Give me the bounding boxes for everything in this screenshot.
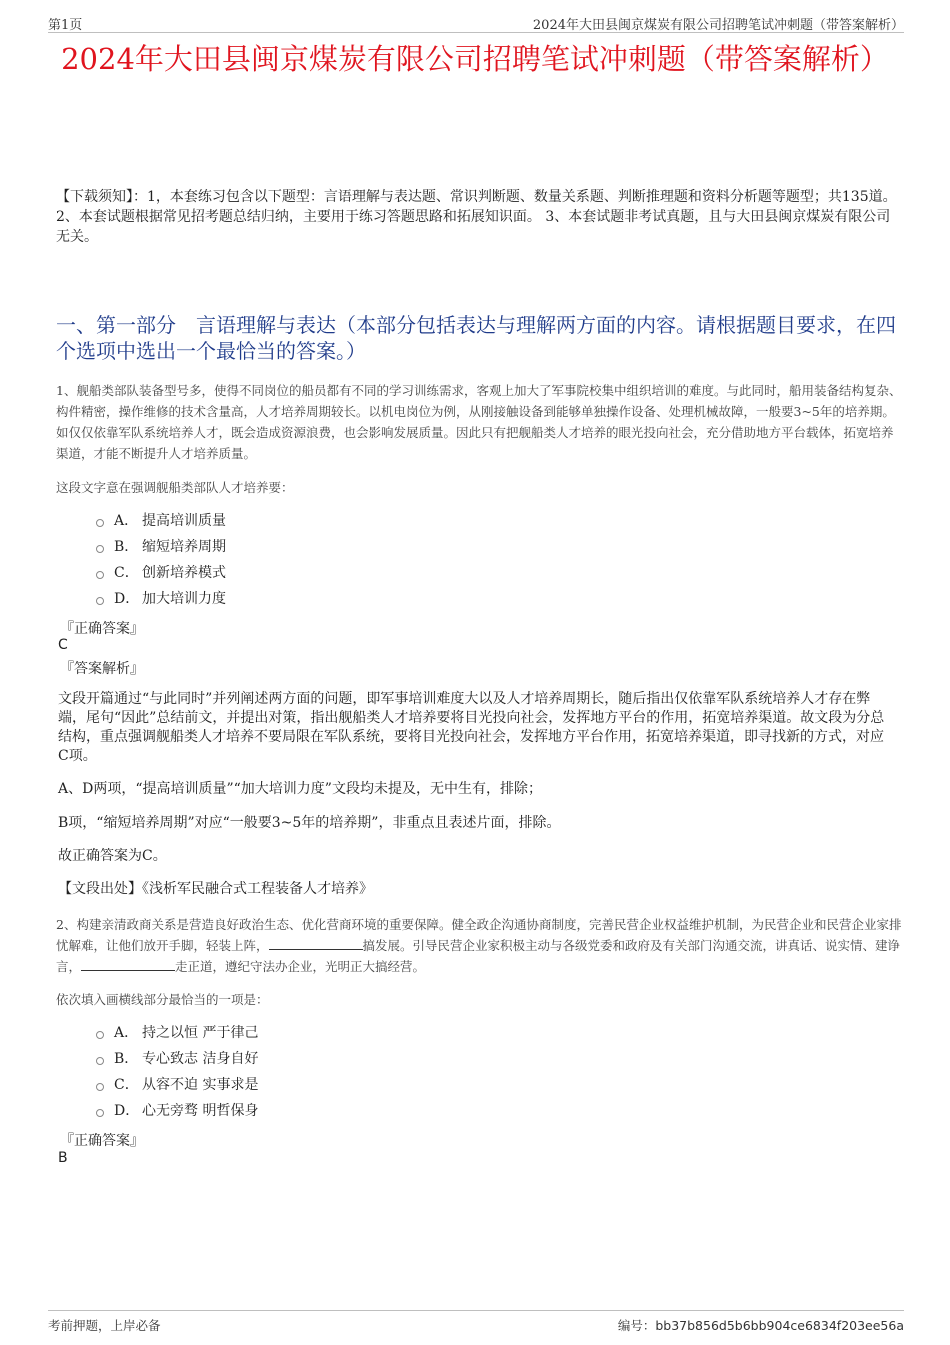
header-doc-title: 2024年大田县闽京煤炭有限公司招聘笔试冲刺题（带答案解析） [532, 18, 904, 33]
option-d[interactable]: D． 心无旁骛 明哲保身 [96, 1098, 258, 1124]
option-c[interactable]: C． 从容不迫 实事求是 [96, 1072, 258, 1098]
question-1-analysis-ad: A、D两项，“提高培训质量”“加大培训力度”文段均未提及，无中生有，排除； [58, 781, 542, 797]
fill-blank-1 [269, 937, 363, 950]
page-number: 第1页 [48, 18, 83, 33]
question-1-stem: 1、舰船类部队装备型号多，使得不同岗位的船员都有不同的学习训练需求，客观上加大了军事院校集中组织培训的难度。与此同时，船用装备结构复杂、构件精密，操作维修的技术含量高，人才培养周期较长。以机电岗位为例，从刚接触设备到能够单独操作设备、处理机械故障，一般要3~5年的培养期。如仅仅依靠军队系统培养人才，既会造成资源浪费，也会影响发展质量。因此只有把舰船类人才培养的眼光投向社会，充分借助地方平台载体，拓宽培养渠道，才能不断提升人才培养质量。 [56, 383, 902, 461]
radio-icon[interactable] [96, 1057, 104, 1065]
radio-icon[interactable] [96, 1083, 104, 1091]
page-footer [48, 1310, 904, 1335]
section-title: 一、第一部分 言语理解与表达（本部分包括表达与理解两方面的内容。请根据题目要求，在四个选项中选出一个最恰当的答案。） [56, 313, 896, 363]
question-2-answer: B [58, 1150, 68, 1166]
question-1-conclusion: 故正确答案为C。 [58, 848, 167, 864]
footer-slogan: 考前押题，上岸必备 [48, 1318, 161, 1333]
question-1-prompt: 这段文字意在强调舰船类部队人才培养要： [56, 480, 294, 495]
page-header [48, 10, 904, 33]
radio-icon[interactable] [96, 1031, 104, 1039]
question-1-answer-label: 『正确答案』 [60, 621, 144, 637]
option-b[interactable]: B． 缩短培养周期 [96, 534, 226, 560]
question-1-analysis-b: B项，“缩短培养周期”对应“一般要3~5年的培养期”，非重点且表述片面，排除。 [58, 815, 561, 831]
option-c[interactable]: C． 创新培养模式 [96, 560, 226, 586]
question-2-options [96, 1020, 258, 1124]
option-d[interactable]: D． 加大培训力度 [96, 586, 226, 612]
question-1-answer: C [58, 637, 68, 653]
question-2-stem: 2、构建亲清政商关系是营造良好政治生态、优化营商环境的重要保障。健全政企沟通协商制度，完善民营企业权益维护机制，为民营企业和民营企业家排忧解难，让他们放开手脚，轻装上阵， 搞发展。引导民营企业家积极主动与各级党委和政府及有关部门沟通交流，讲真话、说实情、建诤言， 走正道，遵纪守法办企业，光明正大搞经营。 [56, 917, 902, 974]
option-b[interactable]: B． 专心致志 洁身自好 [96, 1046, 258, 1072]
question-1-analysis: 文段开篇通过“与此同时”并列阐述两方面的问题，即军事培训难度大以及人才培养周期长，随后指出仅依靠军队系统培养人才存在弊端，尾句“因此”总结前文，并提出对策，指出舰船类人才培养要将目光投向社会，发挥地方平台的作用，拓宽培养渠道。故文段为分总结构，重点强调舰船类人才培养不要局限在军队系统，要将目光投向社会，发挥地方平台作用，拓宽培养渠道，即寻找新的方式，对应C项。 [58, 691, 885, 764]
question-2-prompt: 依次填入画横线部分最恰当的一项是： [56, 992, 269, 1007]
question-1-options [96, 508, 226, 612]
download-notice: 【下载须知】：1，本套练习包含以下题型：言语理解与表达题、常识判断题、数量关系题、判断推理题和资料分析题等题型；共135道。 2、本套试题根据常见招考题总结归纳，主要用于练习答题思路和拓展知识面。 3、本套试题非考试真题，且与大田县闽京煤炭有限公司无关。 [56, 189, 897, 245]
radio-icon[interactable] [96, 597, 104, 605]
radio-icon[interactable] [96, 571, 104, 579]
radio-icon[interactable] [96, 519, 104, 527]
fill-blank-2 [81, 958, 175, 971]
option-a[interactable]: A． 提高培训质量 [96, 508, 226, 534]
question-1-analysis-label: 『答案解析』 [60, 661, 144, 677]
radio-icon[interactable] [96, 545, 104, 553]
question-2-answer-label: 『正确答案』 [60, 1133, 144, 1149]
option-a[interactable]: A． 持之以恒 严于律己 [96, 1020, 258, 1046]
document-title: 2024年大田县闽京煤炭有限公司招聘笔试冲刺题（带答案解析） [61, 42, 889, 76]
question-1-source: 【文段出处】《浅析军民融合式工程装备人才培养》 [58, 881, 373, 897]
radio-icon[interactable] [96, 1109, 104, 1117]
footer-code: 编号：bb37b856d5b6bb904ce6834f203ee56a [617, 1318, 904, 1333]
